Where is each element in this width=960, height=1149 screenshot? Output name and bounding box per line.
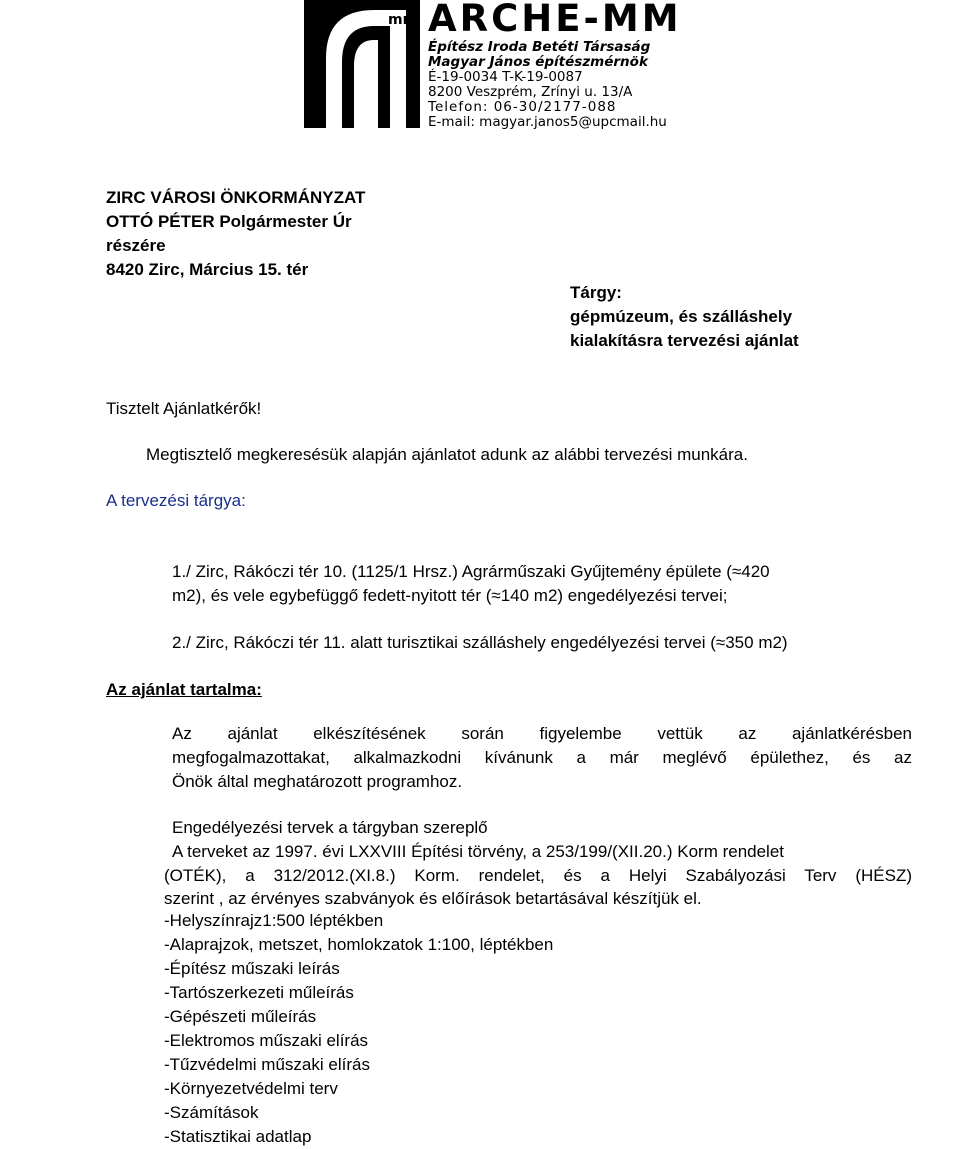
recipient-line: 8420 Zirc, Március 15. tér xyxy=(106,260,309,279)
recipient-block xyxy=(106,186,365,282)
subject-line: gépmúzeum, és szálláshely xyxy=(570,307,793,326)
subject-label: Tárgy: xyxy=(570,283,622,302)
subject-line: kialakításra tervezési ajánlat xyxy=(570,331,799,350)
list-item: -Alaprajzok, metszet, homlokzatok 1:100, léptékben xyxy=(164,935,554,954)
offer-paragraph-line: megfogalmazottakat, alkalmazkodni kívánunk a már meglévő épülethez, és az xyxy=(172,748,912,767)
offer-paragraph-line: Az ajánlat elkészítésének során figyelembe vettük az ajánlatkérésben xyxy=(172,724,912,743)
recipient-line: részére xyxy=(106,236,166,255)
list-item: -Tartószerkezeti műleírás xyxy=(164,983,354,1002)
list-item: -Építész műszaki leírás xyxy=(164,959,340,978)
design-item-1: 1./ Zirc, Rákóczi tér 10. (1125/1 Hrsz.) Agrárműszaki Gyűjtemény épülete (≈420 xyxy=(172,562,770,581)
firm-name: ARCHE-MM xyxy=(428,0,682,40)
list-item: -Gépészeti műleírás xyxy=(164,1007,317,1026)
list-item: -Statisztikai adatlap xyxy=(164,1127,312,1146)
permit-paragraph-line: Engedélyezési tervek a tárgyban szereplő xyxy=(172,818,488,837)
list-item: -Számítások xyxy=(164,1103,259,1122)
deliverables-list xyxy=(164,909,553,1149)
offer-paragraph-line: Önök által meghatározott programhoz. xyxy=(172,772,463,791)
firm-email[interactable]: E-mail: magyar.janos5@upcmail.hu xyxy=(428,114,667,130)
list-item: -Helyszínrajz1:500 léptékben xyxy=(164,911,384,930)
intro-text: Megtisztelő megkeresésük alapján ajánlatot adunk az alábbi tervezési munkára. xyxy=(146,445,748,464)
design-item-2: 2./ Zirc, Rákóczi tér 11. alatt turisztikai szálláshely engedélyezési tervei (≈350 m2) xyxy=(172,633,788,652)
design-item-1-cont: m2), és vele egybefüggő fedett-nyitott tér (≈140 m2) engedélyezési tervei; xyxy=(172,586,728,605)
list-item: -Tűzvédelmi műszaki elírás xyxy=(164,1055,370,1074)
recipient-line: ZIRC VÁROSI ÖNKORMÁNYZAT xyxy=(106,188,366,207)
firm-phone: Telefon: 06-30/2177-088 xyxy=(428,99,617,115)
permit-paragraph-line: szerint , az érvényes szabványok és előírások betartásával készítjük el. xyxy=(164,889,702,908)
architect-name: Magyar János építészmérnök xyxy=(428,54,648,70)
design-subject-heading: A tervezési tárgya: xyxy=(106,491,246,510)
subject-block xyxy=(570,281,799,353)
registration-numbers: É-19-0034 T-K-19-0087 xyxy=(428,69,583,85)
offer-heading: Az ajánlat tartalma: xyxy=(106,680,262,699)
arch-logo-icon xyxy=(304,0,420,128)
salutation: Tisztelt Ajánlatkérők! xyxy=(106,399,262,418)
permit-paragraph-line: (OTÉK), a 312/2012.(XI.8.) Korm. rendelet, és a Helyi Szabályozási Terv (HÉSZ) xyxy=(164,866,912,885)
recipient-line: OTTÓ PÉTER Polgármester Úr xyxy=(106,212,352,231)
firm-type: Építész Iroda Betéti Társaság xyxy=(428,39,651,55)
logo-mark: mm xyxy=(388,12,418,28)
firm-address: 8200 Veszprém, Zrínyi u. 13/A xyxy=(428,84,633,100)
permit-paragraph-line: A terveket az 1997. évi LXXVIII Építési törvény, a 253/199/(XII.20.) Korm rendelet xyxy=(172,842,785,861)
list-item: -Elektromos műszaki elírás xyxy=(164,1031,369,1050)
list-item: -Környezetvédelmi terv xyxy=(164,1079,338,1098)
